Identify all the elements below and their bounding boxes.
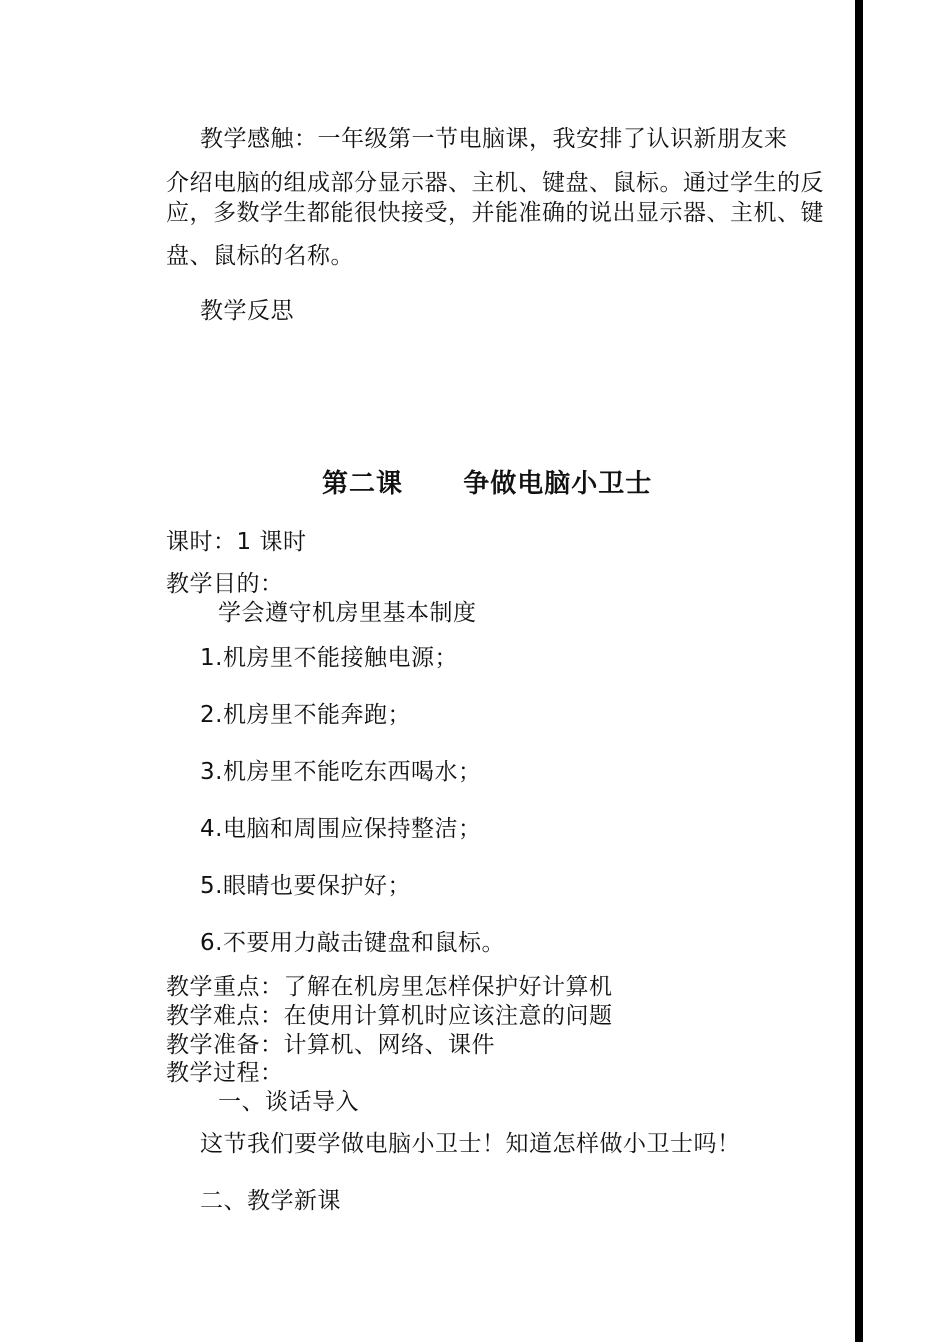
rule-item: 5.眼睛也要保护好； [200,873,411,899]
page-right-border [855,0,863,1342]
rule-item: 2.机房里不能奔跑； [200,702,411,728]
rule-item: 3.机房里不能吃东西喝水； [200,759,482,785]
lesson-hours: 课时：1 课时 [166,529,307,555]
reflection-line-3: 应，多数学生都能很快接受，并能准确的说出显示器、主机、键 [166,200,824,226]
process-label: 教学过程： [166,1060,284,1086]
reflection-line-1: 教学感触：一年级第一节电脑课，我安排了认识新朋友来 [200,126,788,152]
lesson-title: 第二课 争做电脑小卫士 [322,469,653,499]
objective-text: 学会遵守机房里基本制度 [218,600,477,626]
step2-heading: 二、教学新课 [200,1188,341,1214]
step1-heading: 一、谈话导入 [218,1089,359,1115]
preparation: 教学准备：计算机、网络、课件 [166,1032,495,1058]
rule-item: 1.机房里不能接触电源； [200,645,458,671]
rule-item: 6.不要用力敲击键盘和鼠标。 [200,930,505,956]
reflection-line-2: 介绍电脑的组成部分显示器、主机、键盘、鼠标。通过学生的反 [166,170,824,196]
difficulty: 教学难点：在使用计算机时应该注意的问题 [166,1003,613,1029]
key-point: 教学重点：了解在机房里怎样保护好计算机 [166,974,613,1000]
reflection-heading: 教学反思 [200,298,294,324]
step1-text: 这节我们要学做电脑小卫士！知道怎样做小卫士吗！ [200,1131,741,1157]
rule-item: 4.电脑和周围应保持整洁； [200,816,482,842]
reflection-line-4: 盘、鼠标的名称。 [166,243,354,269]
objective-label: 教学目的： [166,571,284,597]
